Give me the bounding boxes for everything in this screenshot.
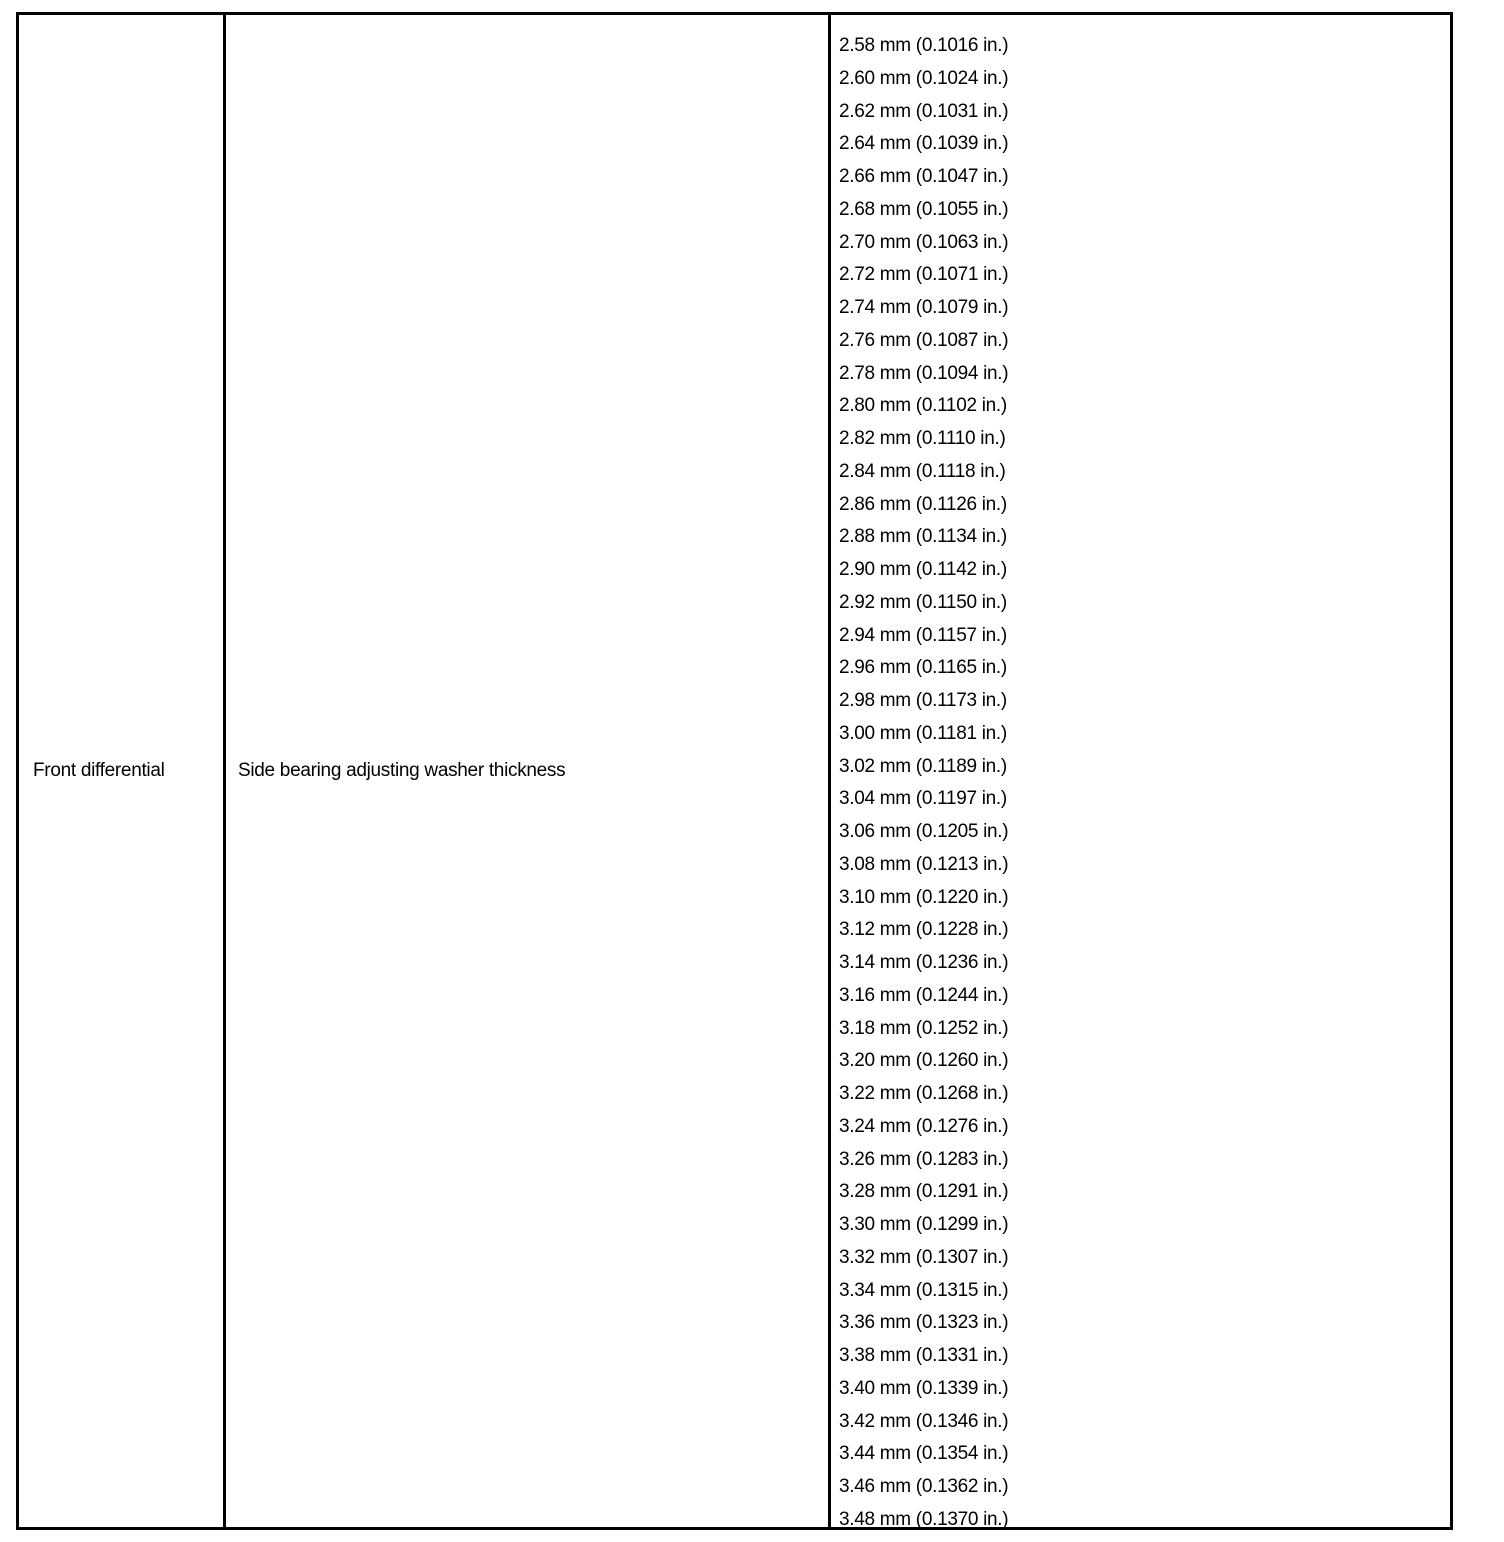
washer-thickness-value: 2.64 mm (0.1039 in.)	[839, 133, 1009, 155]
washer-thickness-value: 3.32 mm (0.1307 in.)	[839, 1246, 1009, 1268]
washer-thickness-value: 3.02 mm (0.1189 in.)	[839, 755, 1007, 777]
washer-thickness-value: 2.72 mm (0.1071 in.)	[839, 264, 1009, 286]
washer-thickness-value: 3.00 mm (0.1181 in.)	[839, 722, 1007, 744]
washer-thickness-value: 2.88 mm (0.1134 in.)	[839, 526, 1007, 548]
spec-table	[16, 12, 1453, 1530]
washer-thickness-value: 2.58 mm (0.1016 in.)	[839, 35, 1009, 56]
washer-thickness-value: 3.16 mm (0.1244 in.)	[839, 984, 1009, 1006]
washer-thickness-value: 2.68 mm (0.1055 in.)	[839, 198, 1009, 220]
item-cell	[226, 15, 831, 1527]
washer-thickness-value: 3.42 mm (0.1346 in.)	[839, 1410, 1009, 1432]
washer-thickness-value: 3.08 mm (0.1213 in.)	[839, 853, 1009, 875]
washer-thickness-value: 2.62 mm (0.1031 in.)	[839, 100, 1009, 122]
washer-thickness-value: 2.94 mm (0.1157 in.)	[839, 624, 1007, 646]
washer-thickness-value: 3.06 mm (0.1205 in.)	[839, 821, 1009, 842]
washer-thickness-list	[839, 30, 1008, 1537]
washer-thickness-value: 2.84 mm (0.1118 in.)	[839, 460, 1006, 482]
washer-thickness-value: 3.44 mm (0.1354 in.)	[839, 1443, 1009, 1465]
washer-thickness-value: 2.98 mm (0.1173 in.)	[839, 690, 1007, 711]
washer-thickness-value: 3.10 mm (0.1220 in.)	[839, 886, 1009, 908]
washer-thickness-value: 2.86 mm (0.1126 in.)	[839, 493, 1007, 515]
washer-thickness-value: 3.34 mm (0.1315 in.)	[839, 1279, 1009, 1301]
washer-thickness-value: 3.18 mm (0.1252 in.)	[839, 1017, 1009, 1039]
values-cell	[831, 15, 1450, 1530]
washer-thickness-value: 3.40 mm (0.1339 in.)	[839, 1377, 1009, 1399]
washer-thickness-value: 3.20 mm (0.1260 in.)	[839, 1050, 1009, 1072]
washer-thickness-value: 2.70 mm (0.1063 in.)	[839, 231, 1009, 253]
washer-thickness-value: 2.76 mm (0.1087 in.)	[839, 329, 1009, 351]
washer-thickness-value: 2.96 mm (0.1165 in.)	[839, 657, 1007, 679]
washer-thickness-value: 2.74 mm (0.1079 in.)	[839, 297, 1009, 318]
washer-thickness-value: 3.26 mm (0.1283 in.)	[839, 1148, 1009, 1170]
washer-thickness-value: 2.78 mm (0.1094 in.)	[839, 362, 1009, 384]
item-label: Side bearing adjusting washer thickness	[238, 760, 566, 781]
washer-thickness-value: 3.48 mm (0.1370 in.)	[839, 1508, 1009, 1530]
component-label: Front differential	[33, 760, 165, 781]
washer-thickness-value: 2.90 mm (0.1142 in.)	[839, 559, 1007, 580]
washer-thickness-value: 3.14 mm (0.1236 in.)	[839, 952, 1009, 973]
washer-thickness-value: 2.66 mm (0.1047 in.)	[839, 166, 1009, 187]
washer-thickness-value: 3.22 mm (0.1268 in.)	[839, 1083, 1009, 1104]
washer-thickness-value: 3.30 mm (0.1299 in.)	[839, 1214, 1009, 1235]
washer-thickness-value: 3.28 mm (0.1291 in.)	[839, 1181, 1009, 1203]
washer-thickness-value: 2.80 mm (0.1102 in.)	[839, 395, 1007, 417]
component-cell	[19, 15, 226, 1527]
washer-thickness-value: 3.04 mm (0.1197 in.)	[839, 788, 1007, 810]
washer-thickness-value: 2.60 mm (0.1024 in.)	[839, 67, 1009, 89]
washer-thickness-value: 3.12 mm (0.1228 in.)	[839, 919, 1009, 941]
washer-thickness-value: 3.38 mm (0.1331 in.)	[839, 1345, 1009, 1366]
washer-thickness-value: 3.24 mm (0.1276 in.)	[839, 1115, 1009, 1137]
washer-thickness-value: 2.82 mm (0.1110 in.)	[839, 428, 1006, 449]
washer-thickness-value: 3.46 mm (0.1362 in.)	[839, 1476, 1009, 1497]
washer-thickness-value: 3.36 mm (0.1323 in.)	[839, 1312, 1009, 1334]
washer-thickness-value: 2.92 mm (0.1150 in.)	[839, 591, 1007, 613]
